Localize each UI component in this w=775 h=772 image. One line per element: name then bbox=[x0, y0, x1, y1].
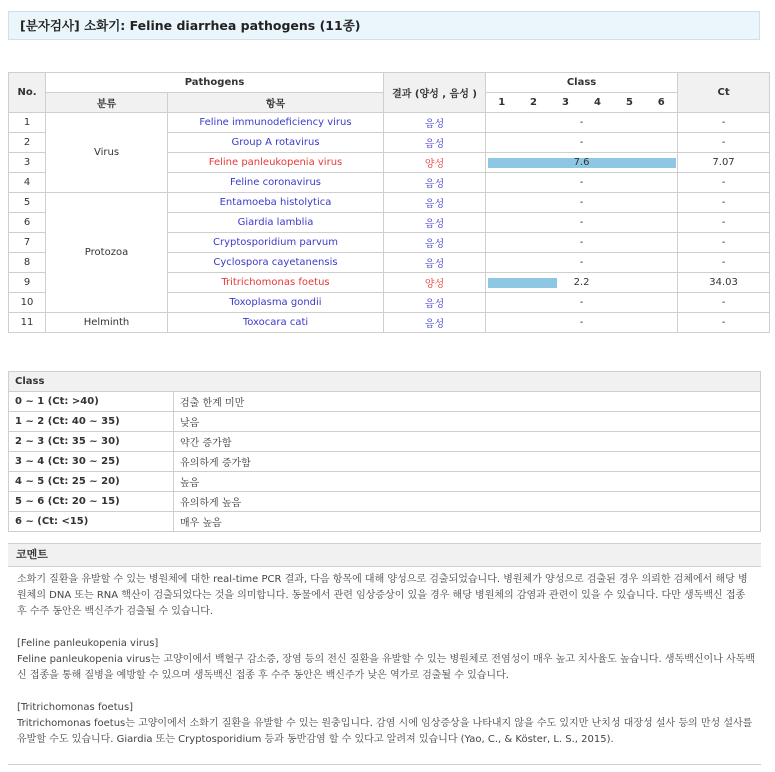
row-result: 음성 bbox=[384, 193, 486, 213]
class-desc: 검출 한계 미만 bbox=[174, 392, 761, 412]
class-value: - bbox=[579, 257, 584, 268]
category-virus: Virus bbox=[46, 113, 168, 193]
class-range: 2 ~ 3 (Ct: 35 ~ 30) bbox=[9, 432, 174, 452]
row-class bbox=[486, 273, 678, 293]
class-value: 2.2 bbox=[573, 277, 590, 288]
comment-subtitle: [Tritrichomonas foetus] bbox=[17, 702, 134, 713]
header-pathogens: Pathogens bbox=[46, 73, 384, 93]
row-ct: - bbox=[678, 293, 770, 313]
row-ct: - bbox=[678, 233, 770, 253]
row-result: 양성 bbox=[384, 153, 486, 173]
header-result: 결과 (양성 , 음성 ) bbox=[384, 73, 486, 113]
class-range: 5 ~ 6 (Ct: 20 ~ 15) bbox=[9, 492, 174, 512]
table-row bbox=[9, 193, 770, 213]
comment-paragraph: Tritrichomonas foetus는 고양이에서 소화기 질환을 유발할 수 있는 원충입니다. 감염 시에 임상증상을 나타내지 않을 수도 있지만 난치성 대장성 설사 등의 만성 설사를 유발할 수도 있습니다. Giardia 또는 Cryptosporidium 등과 동반감염 할 수 있다고 알려져 있습니다 (Yao, C., & Köster, L. S., 2015). bbox=[17, 718, 753, 745]
row-ct: - bbox=[678, 133, 770, 153]
class-tick: 1 bbox=[486, 93, 518, 113]
row-no: 3 bbox=[9, 153, 46, 173]
class-value: - bbox=[579, 137, 584, 148]
row-result: 음성 bbox=[384, 113, 486, 133]
row-no: 11 bbox=[9, 313, 46, 333]
class-value: - bbox=[579, 297, 584, 308]
row-class bbox=[486, 233, 678, 253]
pathogen-results-table bbox=[8, 72, 770, 333]
row-ct: - bbox=[678, 173, 770, 193]
class-tick: 6 bbox=[646, 93, 678, 113]
row-ct: - bbox=[678, 313, 770, 333]
row-item: Cryptosporidium parvum bbox=[168, 233, 384, 253]
row-class bbox=[486, 293, 678, 313]
class-desc: 낮음 bbox=[174, 412, 761, 432]
row-item: Feline panleukopenia virus bbox=[168, 153, 384, 173]
row-no: 2 bbox=[9, 133, 46, 153]
header-item: 항목 bbox=[168, 93, 384, 113]
class-value: - bbox=[579, 197, 584, 208]
comment-header: 코멘트 bbox=[8, 543, 761, 567]
class-value: - bbox=[579, 237, 584, 248]
class-legend-table bbox=[8, 371, 761, 532]
row-result: 음성 bbox=[384, 253, 486, 273]
row-item: Entamoeba histolytica bbox=[168, 193, 384, 213]
row-no: 9 bbox=[9, 273, 46, 293]
class-desc: 유의하게 증가함 bbox=[174, 452, 761, 472]
class-level-bar bbox=[488, 278, 557, 288]
row-result: 음성 bbox=[384, 133, 486, 153]
comment-paragraph: Feline panleukopenia virus는 고양이에서 백혈구 감소증, 장염 등의 전신 질환을 유발할 수 있는 병원체로 전염성이 매우 높고 치사율도 높습니다. 생독백신이나 사독백신 접종을 통해 질병을 예방할 수 있으며 생독백신 접종 후 수주 동안은 백신주가 낮은 역가로 검출될 수 있습니다. bbox=[17, 654, 756, 681]
table-row bbox=[9, 113, 770, 133]
row-item: Giardia lamblia bbox=[168, 213, 384, 233]
row-result: 음성 bbox=[384, 233, 486, 253]
page-title: [분자검사] 소화기: Feline diarrhea pathogens (11종) bbox=[8, 11, 760, 40]
class-range: 4 ~ 5 (Ct: 25 ~ 20) bbox=[9, 472, 174, 492]
row-item: Tritrichomonas foetus bbox=[168, 273, 384, 293]
class-desc: 약간 증가함 bbox=[174, 432, 761, 452]
row-no: 10 bbox=[9, 293, 46, 313]
row-result: 음성 bbox=[384, 213, 486, 233]
class-desc: 유의하게 높음 bbox=[174, 492, 761, 512]
row-class bbox=[486, 113, 678, 133]
row-item: Feline immunodeficiency virus bbox=[168, 113, 384, 133]
row-no: 1 bbox=[9, 113, 46, 133]
row-item: Toxoplasma gondii bbox=[168, 293, 384, 313]
row-no: 8 bbox=[9, 253, 46, 273]
comment-body bbox=[17, 572, 757, 764]
class-value: - bbox=[579, 177, 584, 188]
header-category: 분류 bbox=[46, 93, 168, 113]
row-result: 음성 bbox=[384, 293, 486, 313]
class-tick: 5 bbox=[614, 93, 646, 113]
row-class bbox=[486, 133, 678, 153]
category-protozoa: Protozoa bbox=[46, 193, 168, 313]
row-class bbox=[486, 253, 678, 273]
row-result: 양성 bbox=[384, 273, 486, 293]
comment-paragraph: 소화기 질환을 유발할 수 있는 병원체에 대한 real-time PCR 결과, 다음 항목에 대해 양성으로 검출되었습니다. 병원체가 양성으로 검출된 경우 의뢰한 검체에서 해당 병원체의 DNA 또는 RNA 핵산이 검출되었다는 것을 의미합니다. 동물에서 관련 임상증상이 있을 경우 해당 병원체의 감염과 관련이 있을 수 있습니다. 다만 생독백신 접종 후 수주 동안은 백신주가 검출될 수 있습니다. bbox=[17, 574, 748, 617]
row-class bbox=[486, 213, 678, 233]
class-desc: 매우 높음 bbox=[174, 512, 761, 532]
class-value: - bbox=[579, 117, 584, 128]
row-class bbox=[486, 313, 678, 333]
row-ct: 7.07 bbox=[678, 153, 770, 173]
class-value: - bbox=[579, 317, 584, 328]
row-no: 6 bbox=[9, 213, 46, 233]
class-tick: 3 bbox=[550, 93, 582, 113]
row-ct: - bbox=[678, 113, 770, 133]
class-range: 0 ~ 1 (Ct: >40) bbox=[9, 392, 174, 412]
row-no: 4 bbox=[9, 173, 46, 193]
class-desc: 높음 bbox=[174, 472, 761, 492]
row-item: Cyclospora cayetanensis bbox=[168, 253, 384, 273]
row-class bbox=[486, 173, 678, 193]
row-class bbox=[486, 193, 678, 213]
class-tick: 2 bbox=[518, 93, 550, 113]
row-ct: - bbox=[678, 193, 770, 213]
row-item: Feline coronavirus bbox=[168, 173, 384, 193]
class-value: - bbox=[579, 217, 584, 228]
row-result: 음성 bbox=[384, 313, 486, 333]
class-legend-header: Class bbox=[9, 372, 761, 392]
header-class: Class bbox=[486, 73, 678, 93]
row-no: 5 bbox=[9, 193, 46, 213]
class-range: 3 ~ 4 (Ct: 30 ~ 25) bbox=[9, 452, 174, 472]
header-no: No. bbox=[9, 73, 46, 113]
row-item: Toxocara cati bbox=[168, 313, 384, 333]
class-range: 6 ~ (Ct: <15) bbox=[9, 512, 174, 532]
bottom-divider bbox=[8, 764, 761, 765]
class-range: 1 ~ 2 (Ct: 40 ~ 35) bbox=[9, 412, 174, 432]
row-item: Group A rotavirus bbox=[168, 133, 384, 153]
header-ct: Ct bbox=[678, 73, 770, 113]
row-result: 음성 bbox=[384, 173, 486, 193]
row-ct: - bbox=[678, 213, 770, 233]
category-helminth: Helminth bbox=[46, 313, 168, 333]
row-class bbox=[486, 153, 678, 173]
row-ct: 34.03 bbox=[678, 273, 770, 293]
row-no: 7 bbox=[9, 233, 46, 253]
row-ct: - bbox=[678, 253, 770, 273]
comment-subtitle: [Feline panleukopenia virus] bbox=[17, 638, 159, 649]
table-row bbox=[9, 313, 770, 333]
class-tick: 4 bbox=[582, 93, 614, 113]
class-value: 7.6 bbox=[573, 157, 590, 168]
